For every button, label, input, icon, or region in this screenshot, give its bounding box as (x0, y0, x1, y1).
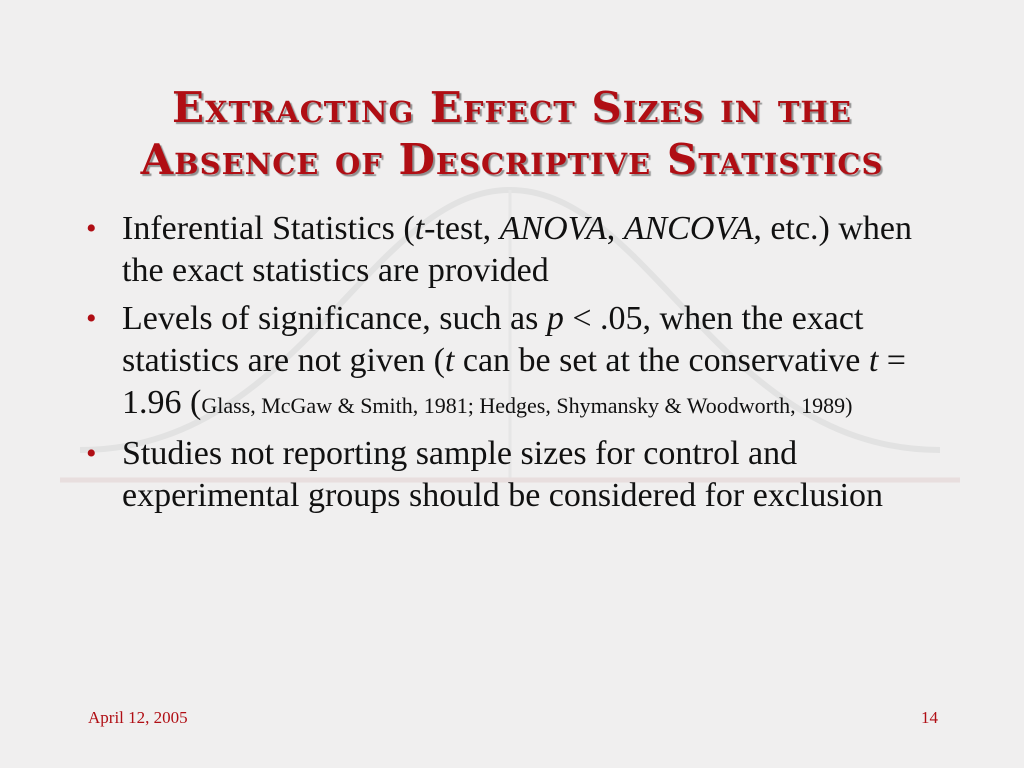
bullet-item-inferential-statistics (82, 208, 942, 292)
bullet2-text-5: can be set at the conservative (454, 342, 869, 379)
bullet-item-sample-sizes (82, 433, 942, 517)
footer-date: April 12, 2005 (88, 708, 188, 727)
bullet2-text-6: t (868, 342, 879, 379)
bullet2-text-4: t (444, 342, 455, 379)
bullet1-text-5: , (606, 210, 624, 247)
page-number: 14 (921, 708, 938, 727)
bullet3-text-1: Studies not reporting sample sizes for control and experimental groups should be considered for exclusion (122, 435, 884, 514)
bullet-item-levels-of-significance (82, 298, 942, 427)
slide-title-line-2: Absence of Descriptive Statistics (140, 135, 884, 184)
bullet1-text-3: -test, (424, 210, 500, 247)
bullet2-text-7: = 1.96 ( (122, 342, 906, 421)
bullet1-text-1: Inferential Statistics ( (122, 210, 415, 247)
bullet-dot-icon: • (86, 437, 97, 470)
bullet2-text-2: p (546, 300, 564, 337)
bullet-list (82, 208, 942, 523)
bullet2-text-1: Levels of significance, such as (122, 300, 547, 337)
bullet1-text-6: ANCOVA (623, 210, 754, 247)
bullet1-text-4: ANOVA (499, 210, 607, 247)
bullet1-text-2: t (414, 210, 425, 247)
bullet1-text-7: , etc.) when the exact statistics are provided (122, 210, 913, 289)
bullet-dot-icon: • (86, 302, 97, 335)
slide-title (0, 82, 1024, 186)
bullet2-citation: Glass, McGaw & Smith, 1981; Hedges, Shymansky & Woodworth, 1989) (201, 393, 853, 418)
bullet-dot-icon: • (86, 212, 97, 245)
slide-title-line-1: Extracting Effect Sizes in the (172, 83, 852, 132)
bullet2-text-3: < .05, when the exact statistics are not given ( (122, 300, 864, 379)
